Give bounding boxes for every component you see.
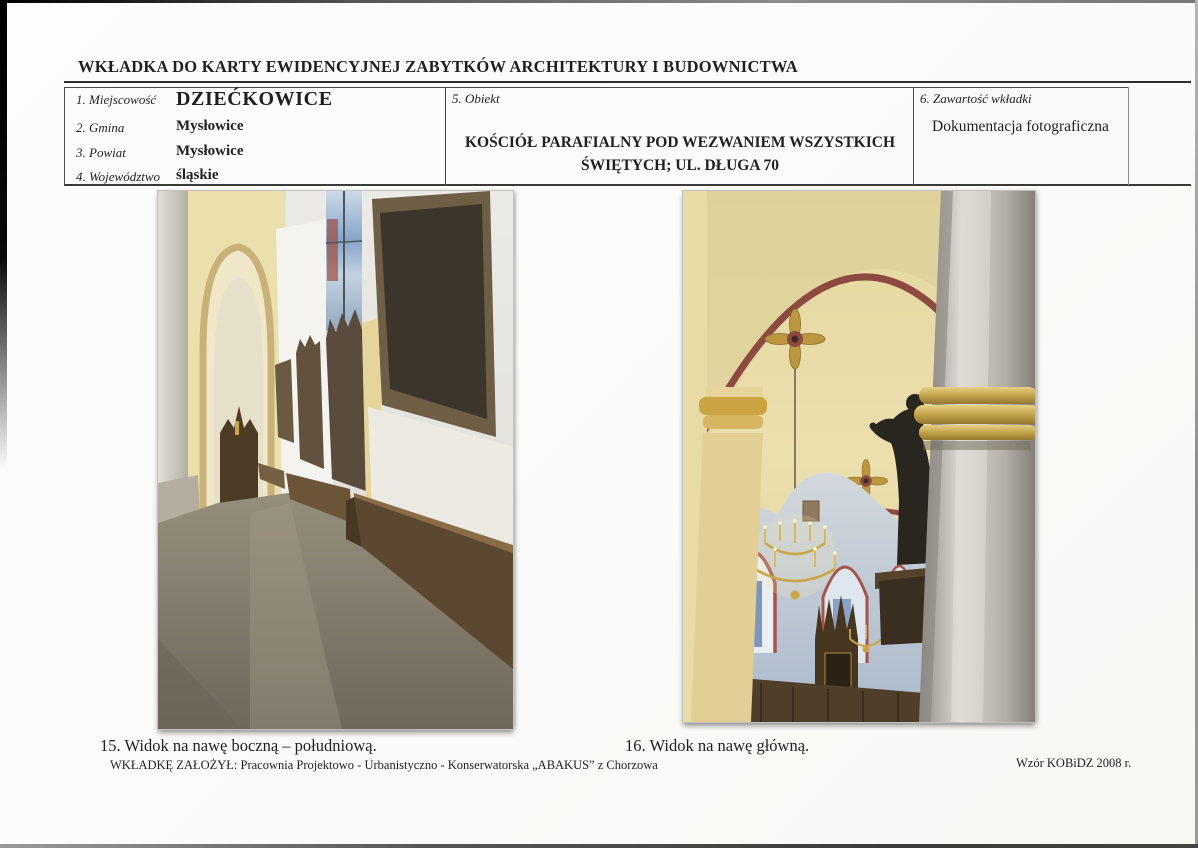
field-value-gmina: Mysłowice — [176, 118, 244, 134]
table-divider-1 — [445, 87, 446, 185]
field-label-obiekt: 5. Obiekt — [452, 91, 500, 106]
table-border-bottom — [64, 184, 1191, 186]
field-value-miejscowosc: DZIEĆKOWICE — [176, 88, 333, 110]
scan-edge-bottom — [0, 844, 1198, 848]
photo-side-nave-image — [158, 191, 513, 729]
field-value-powiat: Mysłowice — [176, 143, 244, 159]
document-title: WKŁADKA DO KARTY EWIDENCYJNEJ ZABYTKÓW ARCHITEKTURY I BUDOWNICTWA — [78, 57, 798, 76]
field-value-obiekt: KOŚCIÓŁ PARAFIALNY POD WEZWANIEM WSZYSTKICH ŚWIĘTYCH; UL. DŁUGA 70 — [464, 134, 896, 175]
field-label-miejscowosc: 1. Miejscowość — [76, 92, 157, 107]
table-divider-2 — [913, 87, 914, 185]
photo-side-nave — [158, 191, 513, 729]
photo-caption-15: 15. Widok na nawę boczną – południową. — [100, 736, 377, 755]
field-label-powiat: 3. Powiat — [76, 145, 126, 160]
title-underline — [64, 81, 1191, 83]
field-label-wojewodztwo: 4. Województwo — [76, 169, 161, 184]
scan-edge-top — [0, 0, 1198, 3]
footer-author-note: WKŁADKĘ ZAŁOŻYŁ: Pracownia Projektowo - Urbanistyczno - Konserwatorska „ABAKUS” z Chorzowa — [110, 758, 658, 772]
field-label-zawartosc: 6. Zawartość wkładki — [920, 91, 1032, 106]
scan-edge-left — [0, 0, 7, 470]
table-border-left — [64, 87, 65, 185]
table-border-right — [1128, 87, 1129, 185]
photo-caption-16: 16. Widok na nawę główną. — [625, 736, 810, 755]
photo-main-nave — [683, 191, 1035, 722]
footer-form-model: Wzór KOBiDZ 2008 r. — [1016, 756, 1132, 770]
field-label-gmina: 2. Gmina — [76, 120, 125, 135]
photo-main-nave-image — [683, 191, 1035, 722]
field-value-wojewodztwo: śląskie — [176, 167, 219, 183]
field-value-zawartosc: Dokumentacja fotograficzna — [932, 118, 1109, 135]
